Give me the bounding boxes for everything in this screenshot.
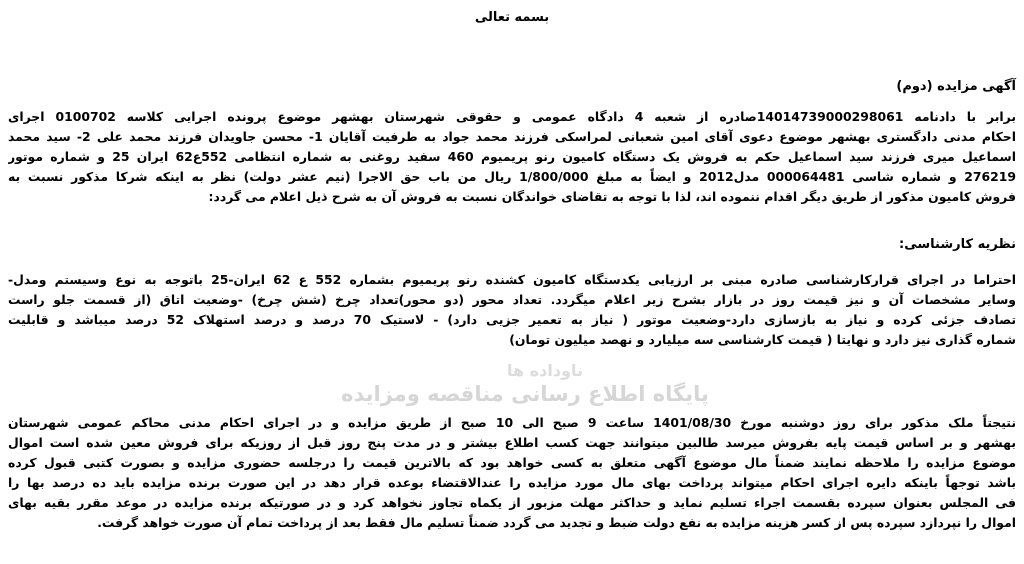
paragraph3-line: باشد توجهاً باینکه دایره اجرای احکام میتواند پرداخت بهای مال مورد مزایده را عندالاقتضاء بوعده قرار دهد در این صورت برنده مزایده باید ده درصد بها را xyxy=(8,475,1016,490)
watermark-large: پایگاه اطلاع رسانی مناقصه ومزایده xyxy=(341,382,709,406)
paragraph2-line: احتراما در اجرای قرارکارشناسی صادره مبنی بر ارزیابی یکدستگاه کامیون کشنده رنو پریمیوم بشماره 552 ع 62 ایران-25 باتوجه به نوع وسیستم ومدل- xyxy=(8,272,1016,287)
paragraph2-line: تصادف جزئی کرده و نیاز به بازسازی دارد-وضعیت موتور ( نیاز به تعمیر جزیی دارد) - لاستیک 70 درصد و درصد استهلاک 52 درصد میباشد و قابلیت xyxy=(8,312,1016,327)
notice-heading: آگهی مزایده (دوم) xyxy=(896,79,1016,94)
paragraph3-line: بهشهر و بر اساس قیمت پایه بفروش میرسد طالبین میتوانند جهت کسب اطلاع بیشتر و در مدت پنج روز قبل از روزیکه برای فروش معین شده است اموال xyxy=(8,435,1016,450)
paragraph2-line: شماره گذاری نیز دارد و نهایتا ( قیمت کارشناسی سه میلیارد و نهصد میلیون تومان) xyxy=(509,332,1016,347)
paragraph1-line: برابر با دادنامه 14014739000298061صادره از شعبه 4 دادگاه عمومی و حقوقی شهرستان بهشهر موضوع پرونده اجرایی کلاسه 0100702 اجرای xyxy=(8,109,1016,124)
paragraph3-line: موضوع مزایده را ملاحظه نمایند ضمناً مال موضوع آگهی متعلق به کسی خواهد بود که بالاترین قیمت را درجلسه حضوری مزایده و بصورت کتبی قبول کرده xyxy=(8,455,1016,470)
watermark-small: ناوداده ها xyxy=(507,361,583,380)
document-title: بسمه تعالی xyxy=(474,10,550,25)
paragraph1-line: فروش کامیون مذکور از طریق دیگر اقدام ننموده اند، لذا با توجه به تقاضای خواندگان نسبت به فروش آن به شرح ذیل اعلام می گردد: xyxy=(208,189,1016,204)
expert-opinion-heading: نظریه کارشناسی: xyxy=(899,237,1016,252)
paragraph1-line: احکام مدنی دادگستری بهشهر موضوع دعوی آقای امین شعبانی لمراسکی فرزند محمد جواد به طرفیت آقایان 1- محسن جاویدان فرزند محمد علی 2- سید محمد xyxy=(8,129,1016,144)
paragraph1-line: 276219 و شماره شاسی 000064481 مدل2012 و ایضاً به مبلغ 1/800/000 ریال من باب حق الاجرا (نیم عشر دولت) نظر به اینکه شرکا مذکور نسبت به xyxy=(8,169,1016,184)
paragraph3-line: اموال را نپردازد سپرده پس از کسر هزینه مزایده به نفع دولت ضبط و تجدید می گردد ضمناً تسلیم مال فقط بعد از پرداخت تمام آن صورت خواهد گرفت. xyxy=(97,515,1016,530)
paragraph3-line: فی المجلس بعنوان سپرده بقسمت اجراء تسلیم نماید و حداکثر مهلت مزبور از یکماه تجاوز نخواهد کرد و در صورتیکه برنده مزایده در موعد مقرر بقیه بهای xyxy=(8,495,1016,510)
paragraph1-line: اسماعیل میری فرزند سید اسماعیل حکم به فروش یک دستگاه کامیون رنو پریمیوم 460 سفید روغنی به شماره انتظامی 552ع62 ایران 25 و شماره موتور xyxy=(8,149,1016,164)
paragraph2-line: وسایر مشخصات آن و نیز قیمت روز در بازار بشرح زیر اعلام میگردد. تعداد محور (دو محور)تعداد چرخ (شش چرخ) -وضعیت اتاق (از قسمت جلو راست xyxy=(8,292,1016,307)
paragraph3-line: نتیجتاً ملک مذکور برای روز دوشنبه مورخ 1401/08/30 ساعت 9 صبح الی 10 صبح از طریق مزایده و در اجرای احکام مدنی محاکم عمومی شهرستان xyxy=(8,415,1016,430)
